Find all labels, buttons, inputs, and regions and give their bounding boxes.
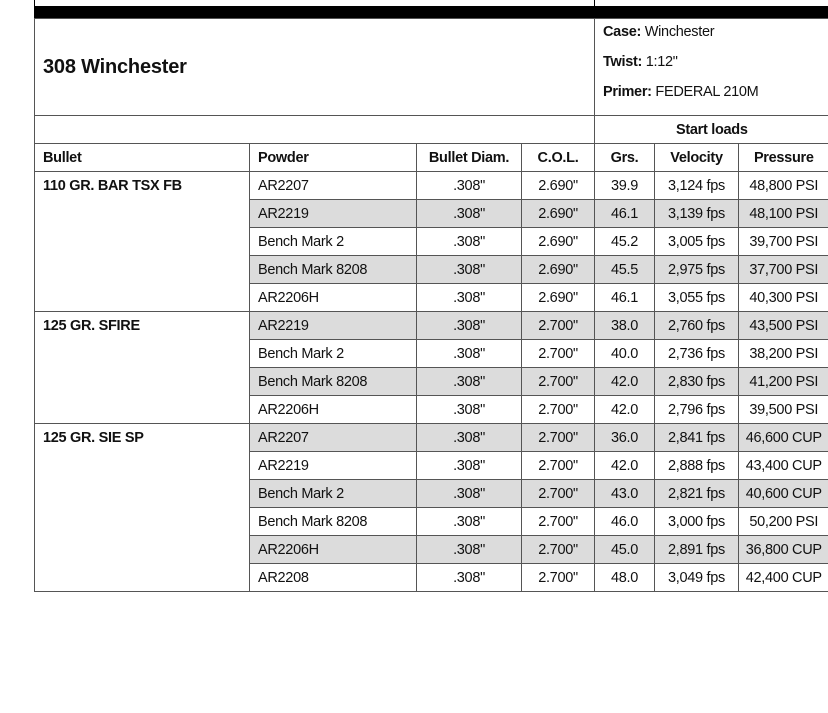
pressure-cell: 50,200 PSI <box>739 508 828 536</box>
powder-cell: AR2219 <box>250 312 417 340</box>
cartridge-info <box>595 19 828 116</box>
col-cell: 2.700" <box>522 340 595 368</box>
info-primer <box>603 85 828 115</box>
table-row <box>35 172 828 200</box>
pressure-cell: 41,200 PSI <box>739 368 828 396</box>
col-cell: 2.700" <box>522 452 595 480</box>
powder-cell: AR2208 <box>250 564 417 592</box>
col-header-pressure: Pressure <box>739 144 828 172</box>
velocity-cell: 3,124 fps <box>655 172 739 200</box>
powder-cell: Bench Mark 8208 <box>250 508 417 536</box>
velocity-cell: 3,139 fps <box>655 200 739 228</box>
info-case-value: Winchester <box>641 24 715 40</box>
velocity-cell: 2,736 fps <box>655 340 739 368</box>
bullet-diam-cell: .308" <box>417 256 522 284</box>
pressure-cell: 40,300 PSI <box>739 284 828 312</box>
col-header-grs: Grs. <box>595 144 655 172</box>
bullet-cell: 125 GR. SFIRE <box>35 312 250 424</box>
start-loads-header: Start loads <box>595 116 828 144</box>
bullet-diam-cell: .308" <box>417 368 522 396</box>
col-cell: 2.690" <box>522 256 595 284</box>
title-row <box>35 19 828 116</box>
grains-cell: 36.0 <box>595 424 655 452</box>
col-cell: 2.700" <box>522 312 595 340</box>
bullet-diam-cell: .308" <box>417 452 522 480</box>
grains-cell: 43.0 <box>595 480 655 508</box>
velocity-cell: 2,888 fps <box>655 452 739 480</box>
group-header-row <box>35 116 828 144</box>
column-header-row <box>35 144 828 172</box>
velocity-cell: 3,000 fps <box>655 508 739 536</box>
bullet-cell: 110 GR. BAR TSX FB <box>35 172 250 312</box>
pressure-cell: 42,400 CUP <box>739 564 828 592</box>
powder-cell: AR2207 <box>250 424 417 452</box>
pressure-cell: 43,500 PSI <box>739 312 828 340</box>
col-header-diam: Bullet Diam. <box>417 144 522 172</box>
info-twist-value: 1:12" <box>642 54 678 70</box>
powder-cell: Bench Mark 8208 <box>250 368 417 396</box>
col-cell: 2.700" <box>522 480 595 508</box>
cartridge-title: 308 Winchester <box>35 19 595 116</box>
velocity-cell: 2,891 fps <box>655 536 739 564</box>
group-header-blank <box>35 116 595 144</box>
bullet-diam-cell: .308" <box>417 284 522 312</box>
col-cell: 2.700" <box>522 396 595 424</box>
velocity-cell: 2,830 fps <box>655 368 739 396</box>
pressure-cell: 38,200 PSI <box>739 340 828 368</box>
powder-cell: Bench Mark 2 <box>250 340 417 368</box>
grains-cell: 48.0 <box>595 564 655 592</box>
col-cell: 2.700" <box>522 536 595 564</box>
grains-cell: 46.1 <box>595 284 655 312</box>
grains-cell: 45.5 <box>595 256 655 284</box>
grains-cell: 40.0 <box>595 340 655 368</box>
grains-cell: 39.9 <box>595 172 655 200</box>
powder-cell: Bench Mark 8208 <box>250 256 417 284</box>
col-cell: 2.700" <box>522 564 595 592</box>
col-header-col: C.O.L. <box>522 144 595 172</box>
bullet-diam-cell: .308" <box>417 200 522 228</box>
grains-cell: 46.0 <box>595 508 655 536</box>
info-case <box>603 25 828 55</box>
grains-cell: 45.0 <box>595 536 655 564</box>
info-primer-label: Primer: <box>603 84 652 100</box>
velocity-cell: 2,841 fps <box>655 424 739 452</box>
load-data-table <box>34 18 828 592</box>
col-header-powder: Powder <box>250 144 417 172</box>
velocity-cell: 2,796 fps <box>655 396 739 424</box>
col-cell: 2.690" <box>522 284 595 312</box>
col-header-velocity: Velocity <box>655 144 739 172</box>
col-cell: 2.700" <box>522 368 595 396</box>
col-cell: 2.690" <box>522 228 595 256</box>
col-cell: 2.690" <box>522 200 595 228</box>
bullet-cell: 125 GR. SIE SP <box>35 424 250 592</box>
bullet-diam-cell: .308" <box>417 424 522 452</box>
velocity-cell: 2,760 fps <box>655 312 739 340</box>
bullet-diam-cell: .308" <box>417 508 522 536</box>
col-header-bullet: Bullet <box>35 144 250 172</box>
bullet-diam-cell: .308" <box>417 312 522 340</box>
info-case-label: Case: <box>603 24 642 40</box>
col-cell: 2.690" <box>522 172 595 200</box>
bullet-diam-cell: .308" <box>417 480 522 508</box>
bullet-diam-cell: .308" <box>417 396 522 424</box>
bullet-diam-cell: .308" <box>417 172 522 200</box>
info-twist-label: Twist: <box>603 54 643 70</box>
bullet-diam-cell: .308" <box>417 536 522 564</box>
table-row <box>35 312 828 340</box>
velocity-cell: 3,005 fps <box>655 228 739 256</box>
header-bar <box>34 6 828 18</box>
powder-cell: AR2219 <box>250 200 417 228</box>
powder-cell: AR2206H <box>250 284 417 312</box>
powder-cell: Bench Mark 2 <box>250 228 417 256</box>
pressure-cell: 39,700 PSI <box>739 228 828 256</box>
grains-cell: 42.0 <box>595 452 655 480</box>
grains-cell: 46.1 <box>595 200 655 228</box>
velocity-cell: 3,049 fps <box>655 564 739 592</box>
info-primer-value: FEDERAL 210M <box>651 84 759 100</box>
info-twist <box>603 55 828 85</box>
velocity-cell: 3,055 fps <box>655 284 739 312</box>
powder-cell: AR2219 <box>250 452 417 480</box>
pressure-cell: 46,600 CUP <box>739 424 828 452</box>
grains-cell: 42.0 <box>595 368 655 396</box>
pressure-cell: 48,100 PSI <box>739 200 828 228</box>
table-row <box>35 424 828 452</box>
powder-cell: AR2206H <box>250 536 417 564</box>
powder-cell: AR2206H <box>250 396 417 424</box>
pressure-cell: 36,800 CUP <box>739 536 828 564</box>
bullet-diam-cell: .308" <box>417 228 522 256</box>
pressure-cell: 48,800 PSI <box>739 172 828 200</box>
pressure-cell: 39,500 PSI <box>739 396 828 424</box>
velocity-cell: 2,975 fps <box>655 256 739 284</box>
grains-cell: 38.0 <box>595 312 655 340</box>
velocity-cell: 2,821 fps <box>655 480 739 508</box>
col-cell: 2.700" <box>522 424 595 452</box>
grains-cell: 45.2 <box>595 228 655 256</box>
pressure-cell: 43,400 CUP <box>739 452 828 480</box>
powder-cell: AR2207 <box>250 172 417 200</box>
col-cell: 2.700" <box>522 508 595 536</box>
pressure-cell: 40,600 CUP <box>739 480 828 508</box>
bullet-diam-cell: .308" <box>417 564 522 592</box>
grains-cell: 42.0 <box>595 396 655 424</box>
bullet-diam-cell: .308" <box>417 340 522 368</box>
powder-cell: Bench Mark 2 <box>250 480 417 508</box>
pressure-cell: 37,700 PSI <box>739 256 828 284</box>
